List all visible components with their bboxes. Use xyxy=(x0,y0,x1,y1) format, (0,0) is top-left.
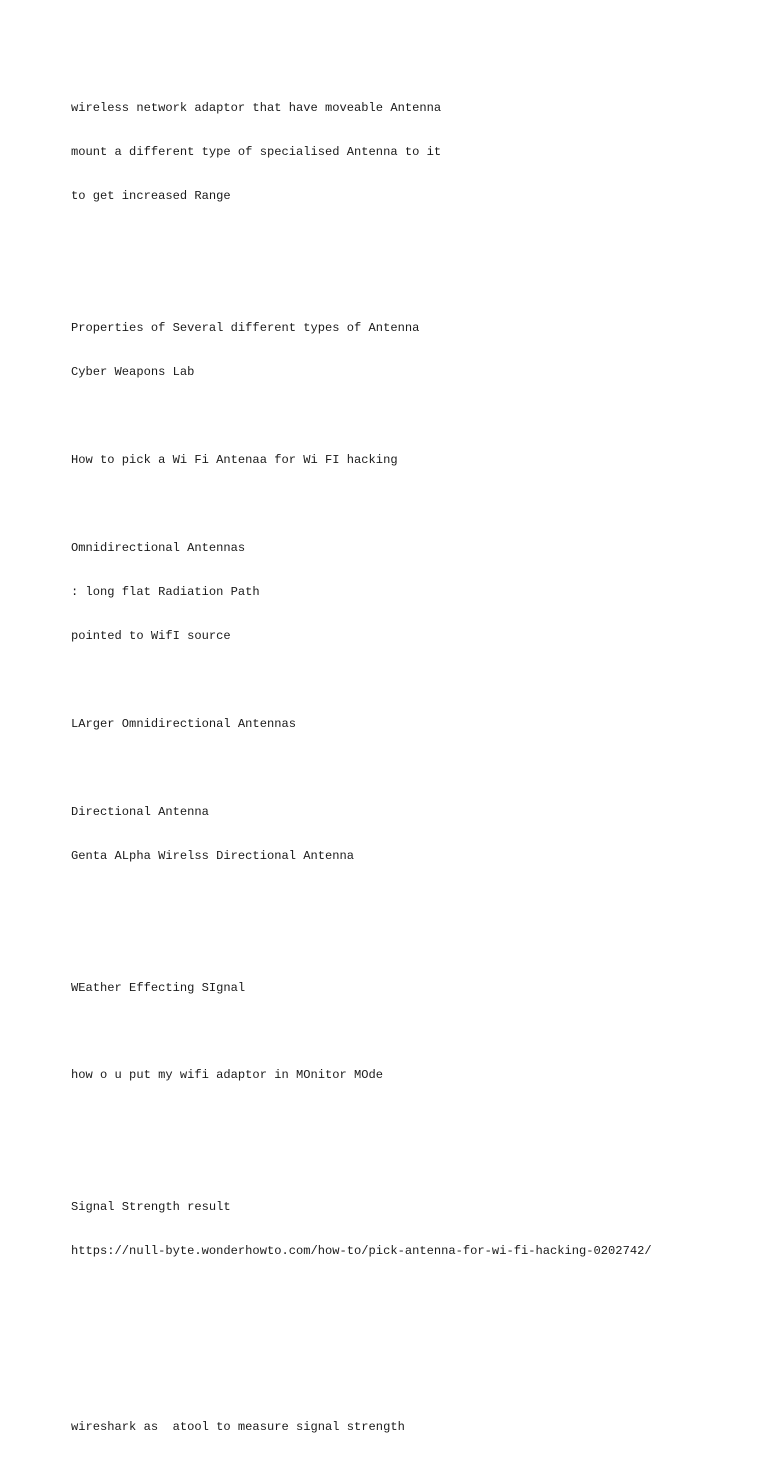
text-line: wireless network adaptor that have moveable Antenna xyxy=(71,101,442,116)
text-line: mount a different type of specialised Antenna to it xyxy=(71,145,442,160)
blank-line xyxy=(71,233,751,248)
blank-line xyxy=(71,1288,751,1303)
text-line: How to pick a Wi Fi Antenaa for Wi FI hacking xyxy=(71,453,398,468)
text-line: how o u put my wifi adaptor in MOnitor MOde xyxy=(71,1068,384,1083)
text-line: to get increased Range xyxy=(71,189,231,204)
blank-line xyxy=(71,1332,751,1347)
text-line: pointed to WifI source xyxy=(71,628,231,643)
blank-line xyxy=(71,497,751,512)
blank-line xyxy=(71,1112,751,1127)
text-line: Signal Strength result xyxy=(71,1200,231,1215)
text-line: Properties of Several different types of Antenna xyxy=(71,321,420,336)
text-line: WEather Effecting SIgnal xyxy=(71,980,246,995)
blank-line xyxy=(71,409,751,424)
blank-line xyxy=(71,673,751,688)
blank-line xyxy=(71,1376,751,1391)
url-text-line: https://null-byte.wonderhowto.com/how-to/pick-antenna-for-wi-fi-hacking-0202742/ xyxy=(71,1244,652,1259)
blank-line xyxy=(71,1025,751,1040)
text-line: : long flat Radiation Path xyxy=(71,584,260,599)
text-line: LArger Omnidirectional Antennas xyxy=(71,716,296,731)
blank-line xyxy=(71,761,751,776)
text-line: Genta ALpha Wirelss Directional Antenna xyxy=(71,848,355,863)
blank-line xyxy=(71,893,751,908)
text-line: Directional Antenna xyxy=(71,804,209,819)
text-line: wireshark as atool to measure signal strength xyxy=(71,1420,405,1435)
text-line: Cyber Weapons Lab xyxy=(71,365,195,380)
document-text-body xyxy=(71,72,751,1464)
blank-line xyxy=(71,937,751,952)
blank-line xyxy=(71,277,751,292)
text-line: Omnidirectional Antennas xyxy=(71,540,246,555)
blank-line xyxy=(71,1156,751,1171)
